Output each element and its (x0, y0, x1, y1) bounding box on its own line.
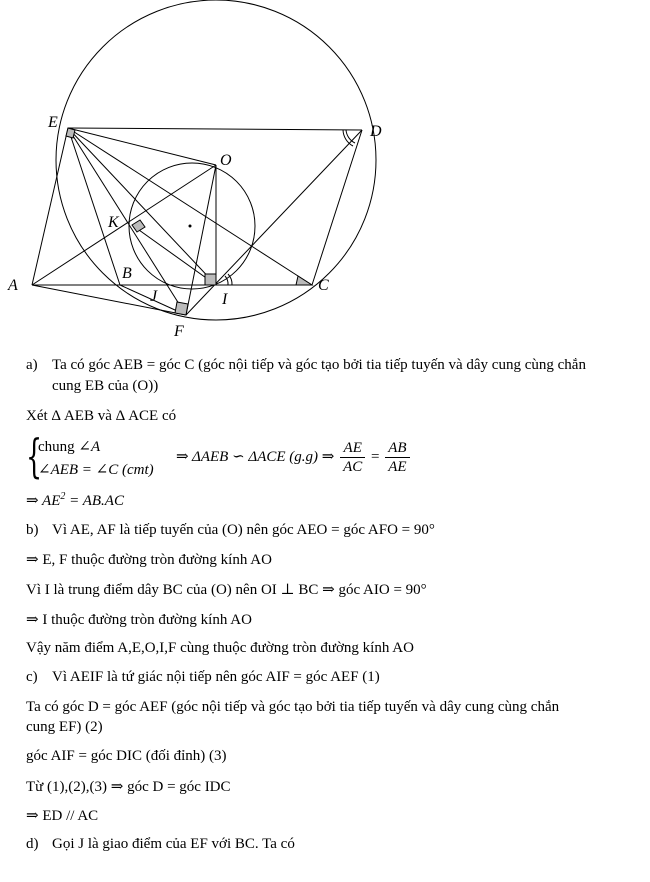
label-O: O (220, 152, 232, 169)
system-conclusion (176, 439, 412, 476)
angle-mark-C (296, 276, 312, 285)
part-b-label: b) (26, 522, 39, 538)
label-J: J (150, 288, 158, 305)
frac1-num: AE (340, 439, 365, 458)
label-D: D (370, 123, 382, 140)
system-row-2: ∠AEB = ∠C (cmt) (38, 462, 154, 478)
ae2-exponent: 2 (60, 491, 66, 502)
c-line-1b: cung EF) (2) (26, 719, 103, 735)
fraction-ab-ae (385, 439, 409, 476)
fraction-ae-ac (340, 439, 365, 476)
left-brace: { (26, 429, 43, 483)
ae2-lhs: ⇒ AE (26, 493, 61, 509)
right-angle-K (132, 220, 145, 232)
label-K: K (108, 214, 119, 231)
segment-DC (312, 130, 362, 285)
frac2-num: AB (385, 439, 409, 458)
c-line-4: ⇒ ED // AC (26, 808, 99, 824)
label-B: B (122, 265, 132, 282)
b-line-1: ⇒ E, F thuộc đường tròn đường kính AO (26, 552, 272, 568)
segment-KI (132, 225, 216, 285)
right-angle-F (175, 302, 188, 315)
segment-EC (68, 128, 312, 285)
part-a-text-1: Ta có góc AEB = góc C (góc nội tiếp và góc tạo bởi tia tiếp tuyến và dây cung cùng chắn (52, 357, 586, 373)
geometry-figure (0, 0, 650, 350)
right-angle-E (66, 128, 75, 138)
segment-EI (68, 128, 216, 285)
part-c-label: c) (26, 669, 38, 685)
angle-arc-D2 (343, 130, 353, 146)
label-A: A (8, 277, 18, 294)
segment-EB (68, 128, 120, 285)
angle-arc-I2 (225, 276, 228, 285)
small-circle (129, 163, 255, 289)
part-d-text: Gọi J là giao điểm của EF với BC. Ta có (52, 836, 295, 852)
system-row-1 (38, 437, 100, 456)
b-line-4: Vậy năm điểm A,E,O,I,F cùng thuộc đường tròn đường kính AO (26, 640, 414, 656)
c-line-1a: Ta có góc D = góc AEF (góc nội tiếp và góc tạo bởi tia tiếp tuyến và dây cung cùng chắn (26, 699, 560, 715)
ae-squared-line (26, 491, 124, 510)
c-line-3: Từ (1),(2),(3) ⇒ góc D = góc IDC (26, 779, 231, 795)
xet-line: Xét Δ AEB và Δ ACE có (26, 408, 177, 424)
segment-ED (68, 128, 362, 130)
part-d-label: d) (26, 836, 39, 852)
angle-A: A (90, 439, 101, 455)
label-F: F (174, 323, 184, 340)
label-I: I (222, 291, 228, 308)
segment-AF (32, 285, 186, 315)
ae2-rhs: = AB.AC (65, 493, 124, 509)
segment-FD (186, 130, 362, 315)
frac2-den: AE (388, 459, 407, 475)
segment-EF (68, 128, 186, 315)
b-line-3: ⇒ I thuộc đường tròn đường kính AO (26, 612, 252, 628)
part-b-text: Vì AE, AF là tiếp tuyến của (O) nên góc AEO = góc AFO = 90° (52, 522, 435, 538)
label-E: E (48, 114, 58, 131)
part-a-text-2: cung EB của (O)) (52, 378, 159, 394)
c-line-2: góc AIF = góc DIC (đối đỉnh) (3) (26, 748, 227, 764)
label-C: C (318, 277, 329, 294)
segment-OF (186, 165, 216, 315)
segment-EO (68, 128, 216, 165)
similarity-text: ⇒ ΔAEB ∽ ΔACE (g.g) ⇒ (176, 448, 335, 465)
center-dot (189, 225, 192, 228)
frac1-den: AC (343, 459, 363, 475)
chung-text: chung ∠ (38, 439, 91, 455)
equals-sign: = (371, 448, 380, 465)
b-line-2: Vì I là trung điểm dây BC của (O) nên OI ⊥ BC ⇒ góc AIO = 90° (26, 582, 427, 598)
part-a-label: a) (26, 357, 38, 373)
right-angle-I (205, 274, 216, 285)
part-c-text: Vì AEIF là tứ giác nội tiếp nên góc AIF = góc AEF (1) (52, 669, 380, 685)
